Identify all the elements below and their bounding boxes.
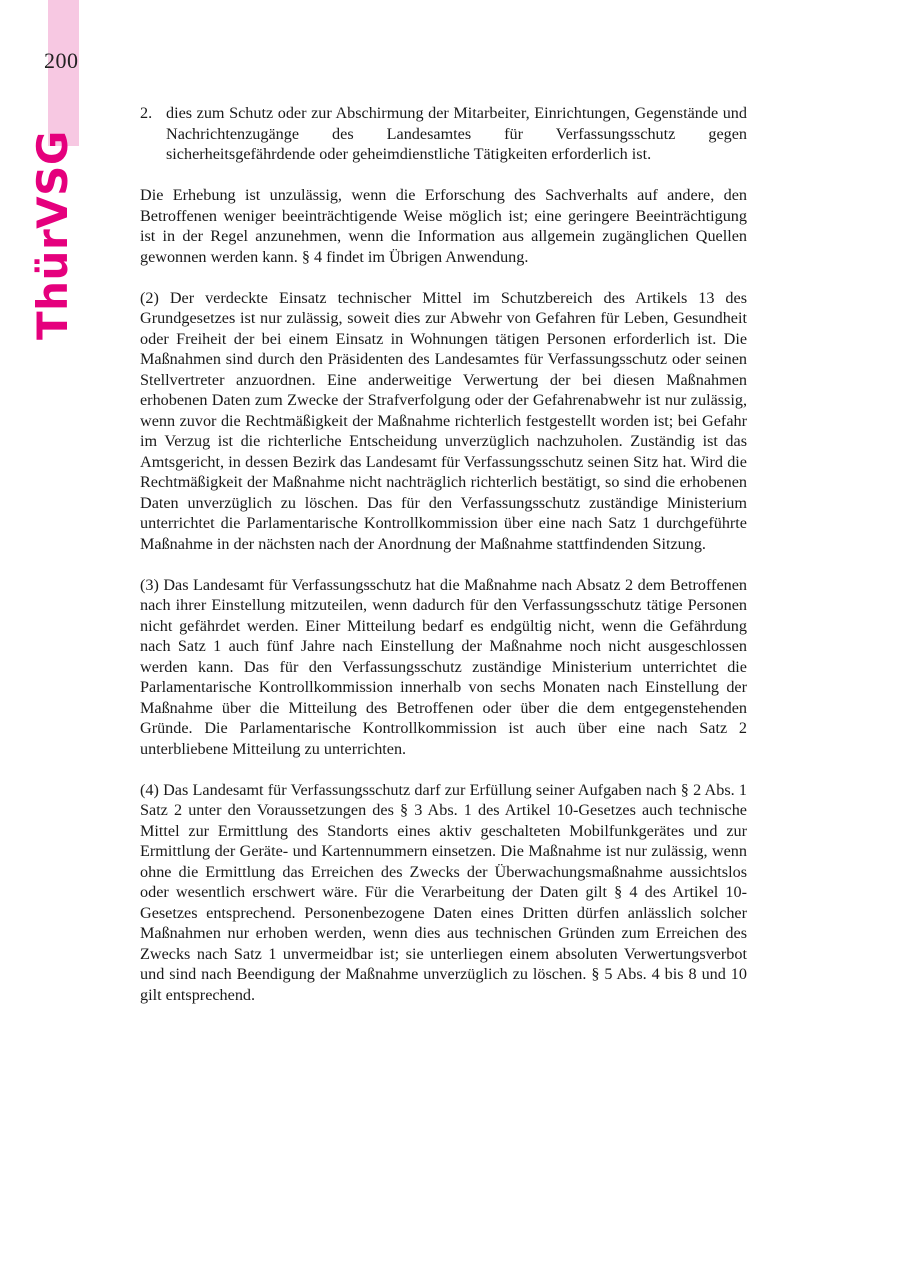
list-item xyxy=(140,103,747,165)
document-body xyxy=(140,103,747,1026)
paragraph-absatz-4: (4) Das Landesamt für Verfassungsschutz darf zur Erfüllung seiner Aufgaben nach § 2 Abs. 1 Satz 2 unter den Voraussetzungen des § 3 Abs. 1 des Artikel 10-Gesetzes auch technische Mittel zur Ermittlung des Standorts eines aktiv geschalteten Mobilfunkgerätes und zur Ermittlung der Geräte- und Kartennummern einsetzen. Die Maßnahme ist nur zulässig, wenn ohne die Ermittlung das Erreichen des Zwecks der Überwachungsmaßnahme aussichtslos oder wesentlich erschwert wäre. Für die Verarbeitung der Daten gilt § 4 des Artikel 10-Gesetzes entsprechend. Personenbezogene Daten eines Dritten dürfen anlässlich solcher Maßnahmen nur erhoben werden, wenn dies aus technischen Gründen zum Erreichen des Zwecks nach Satz 1 unvermeidbar ist; sie unterliegen einem absoluten Verwertungsverbot und sind nach Beendigung der Maßnahme unverzüglich zu löschen. § 5 Abs. 4 bis 8 und 10 gilt entsprechend. xyxy=(140,780,747,1004)
paragraph-absatz-2: (2) Der verdeckte Einsatz technischer Mittel im Schutzbereich des Artikels 13 des Grundgesetzes ist nur zulässig, soweit dies zur Abwehr von Gefahren für Leben, Gesundheit oder Freiheit der bei einem Einsatz in Wohnungen tätigen Personen erforderlich ist. Die Maßnahmen sind durch den Präsidenten des Landesamtes für Verfassungsschutz oder seinen Stellvertreter anzuordnen. Eine anderweitige Verwertung der bei diesen Maßnahmen erhobenen Daten zum Zwecke der Strafverfolgung oder der Gefahrenabwehr ist nur zulässig, wenn zuvor die Rechtmäßigkeit der Maßnahme richterlich festgestellt worden ist; bei Gefahr im Verzug ist die richterliche Entscheidung unverzüglich nachzuholen. Zuständig ist das Amtsgericht, in dessen Bezirk das Landesamt für Verfassungsschutz seinen Sitz hat. Wird die Rechtmäßigkeit der Maßnahme nicht nachträglich richterlich bestätigt, so sind die erhobenen Daten unverzüglich zu löschen. Das für den Verfassungsschutz zuständige Ministerium unterrichtet die Parlamentarische Kontrollkommission über eine nach Satz 1 durchgeführte Maßnahme in der nächsten nach der Anordnung der Maßnahme stattfindenden Sitzung. xyxy=(140,288,747,553)
page-number: 200 xyxy=(44,48,79,73)
list-item-text: dies zum Schutz oder zur Abschirmung der Mitarbeiter, Einrichtungen, Gegenstände und Nachrichtenzugänge des Landesamtes für Verfassungsschutz gegen sicherheitsgefährdende oder geheimdienstliche Tätigkeiten erforderlich ist. xyxy=(166,104,747,163)
law-title: ThürVSG xyxy=(28,130,77,340)
list-item-number: 2. xyxy=(140,104,153,122)
paragraph-absatz-3: (3) Das Landesamt für Verfassungsschutz hat die Maßnahme nach Absatz 2 dem Betroffenen nach ihrer Einstellung mitzuteilen, wenn dadurch für den Verfassungsschutz tätige Personen nicht gefährdet werden. Einer Mitteilung bedarf es endgültig nicht, wenn die Gefährdung nach Satz 1 auch fünf Jahre nach Einstellung der Maßnahme noch nicht ausgeschlossen werden kann. Das für den Verfassungsschutz zuständige Ministerium unterrichtet die Parlamentarische Kontrollkommission innerhalb von sechs Monaten nach Einstellung der Maßnahme über die Mitteilung des Betroffenen oder über die dem entgegenstehenden Gründe. Die Parlamentarische Kontrollkommission ist auch über eine nach Satz 2 unterbliebene Mitteilung zu unterrichten. xyxy=(140,575,747,758)
paragraph-erhebung: Die Erhebung ist unzulässig, wenn die Erforschung des Sachverhalts auf andere, den Betroffenen weniger beeinträchtigende Weise möglich ist; eine geringere Beeinträchtigung ist in der Regel anzunehmen, wenn die Information aus allgemein zugänglichen Quellen gewonnen werden kann. § 4 findet im Übrigen Anwendung. xyxy=(140,186,747,266)
